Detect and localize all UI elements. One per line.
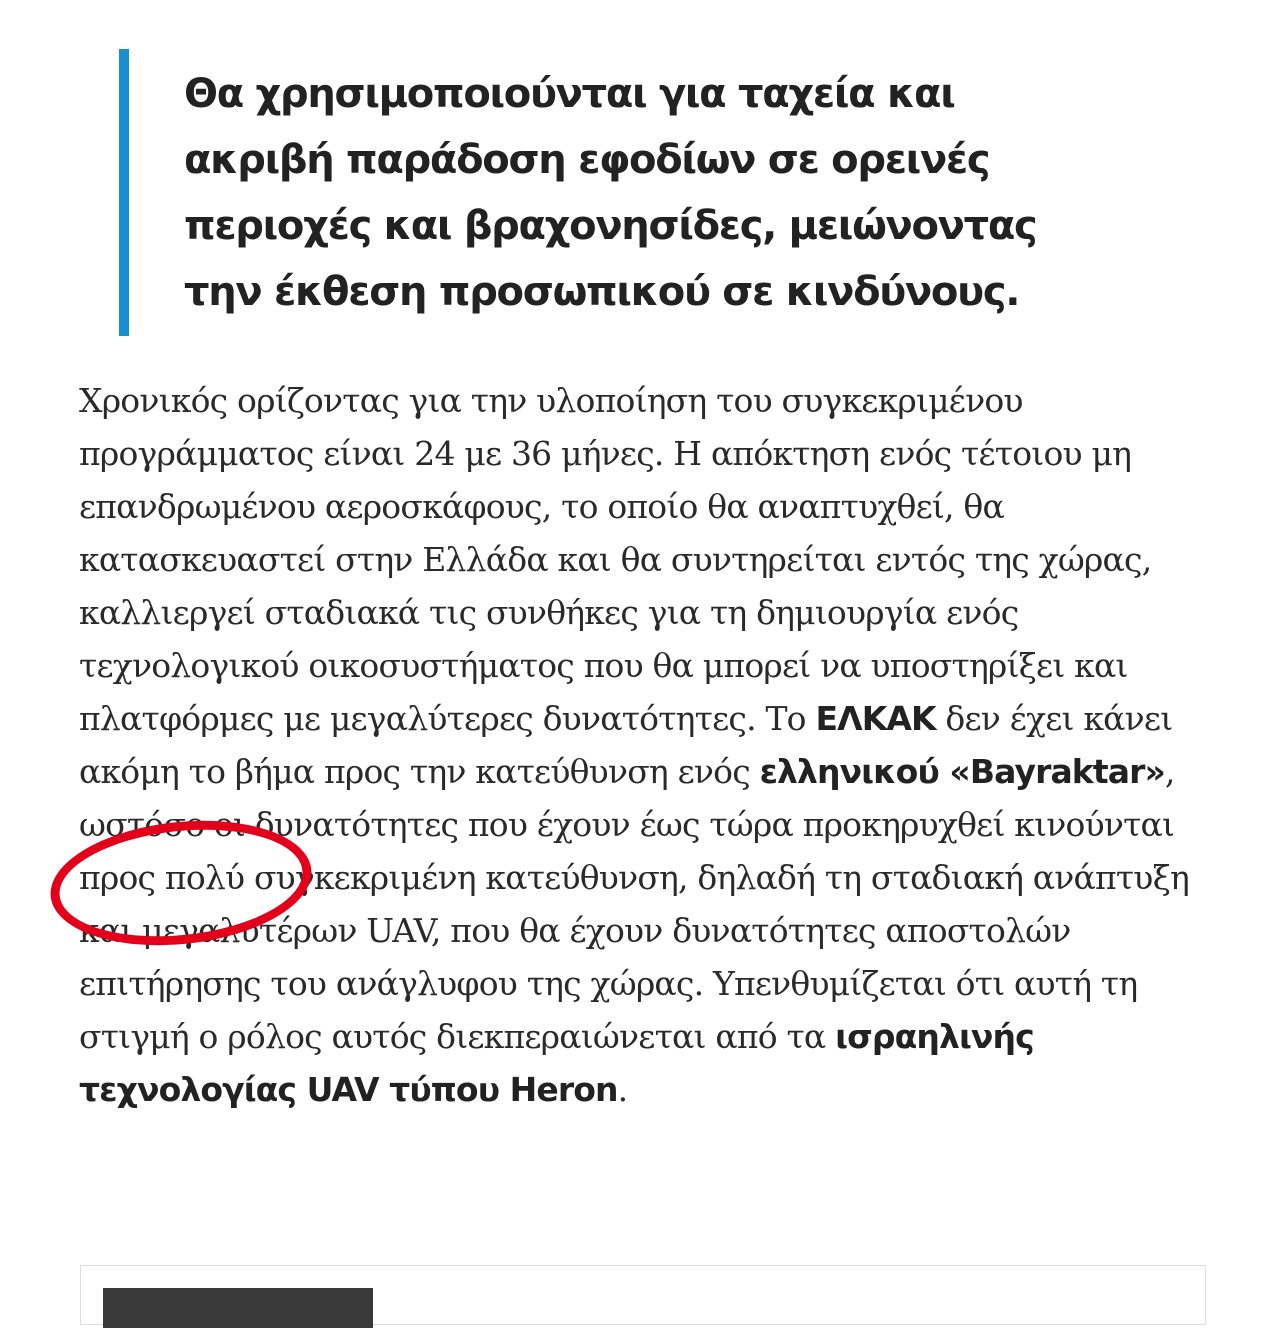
bold-term-bayraktar: ελληνικού «Bayraktar» [759, 752, 1165, 791]
pullquote [119, 49, 1119, 336]
paragraph-segment: δεν έχει κάνει ακόμη το βήμα προς την κατεύθυνση ενός [79, 699, 1173, 791]
bold-term-elkak: ΕΛΚΑΚ [815, 699, 936, 738]
article-paragraph [79, 374, 1229, 1116]
paragraph-segment: , ωστόσο οι δυνατότητες που έχουν έως τώρα προκηρυχθεί κινούνται προς πολύ συγκεκριμένη κατεύθυνση, δηλαδή τη σταδιακή ανάπτυξη και μεγαλυτέρων UAV, που θα έχουν δυνατότητες αποστολών επιτήρησης του ανάγλυφου της χώρας. Υπενθυμίζεται ότι αυτή τη στιγμή ο ρόλος αυτός διεκπεραιώνεται από τα [79, 752, 1189, 1056]
paragraph-segment: Χρονικός ορίζοντας για την υλοποίηση του συγκεκριμένου προγράμματος είναι 24 με 36 μήνες. Η απόκτηση ενός τέτοιου μη επανδρωμένου αεροσκάφους, το οποίο θα αναπτυχθεί, θα κατασκευαστεί στην Ελλάδα και θα συντηρείται εντός της χώρας, καλλιεργεί σταδιακά τις συνθήκες για τη δημιουργία ενός τεχνολογικού οικοσυστήματος που θα μπορεί να υποστηρίξει και πλατφόρμες με μεγαλύτερες δυνατότητες. Το [79, 381, 1152, 738]
bold-term-heron: ισραηλινής τεχνολογίας UAV τύπου Heron [79, 1017, 1034, 1109]
related-article-thumbnail[interactable] [103, 1288, 373, 1328]
pullquote-text: Θα χρησιμοποιούνται για ταχεία και ακριβή παράδοση εφοδίων σε ορεινές περιοχές και βραχονησίδες, μειώνοντας την έκθεση προσωπικού σε κινδύνους. [184, 71, 1037, 315]
related-article-card[interactable] [80, 1265, 1206, 1325]
paragraph-segment: . [617, 1070, 628, 1109]
